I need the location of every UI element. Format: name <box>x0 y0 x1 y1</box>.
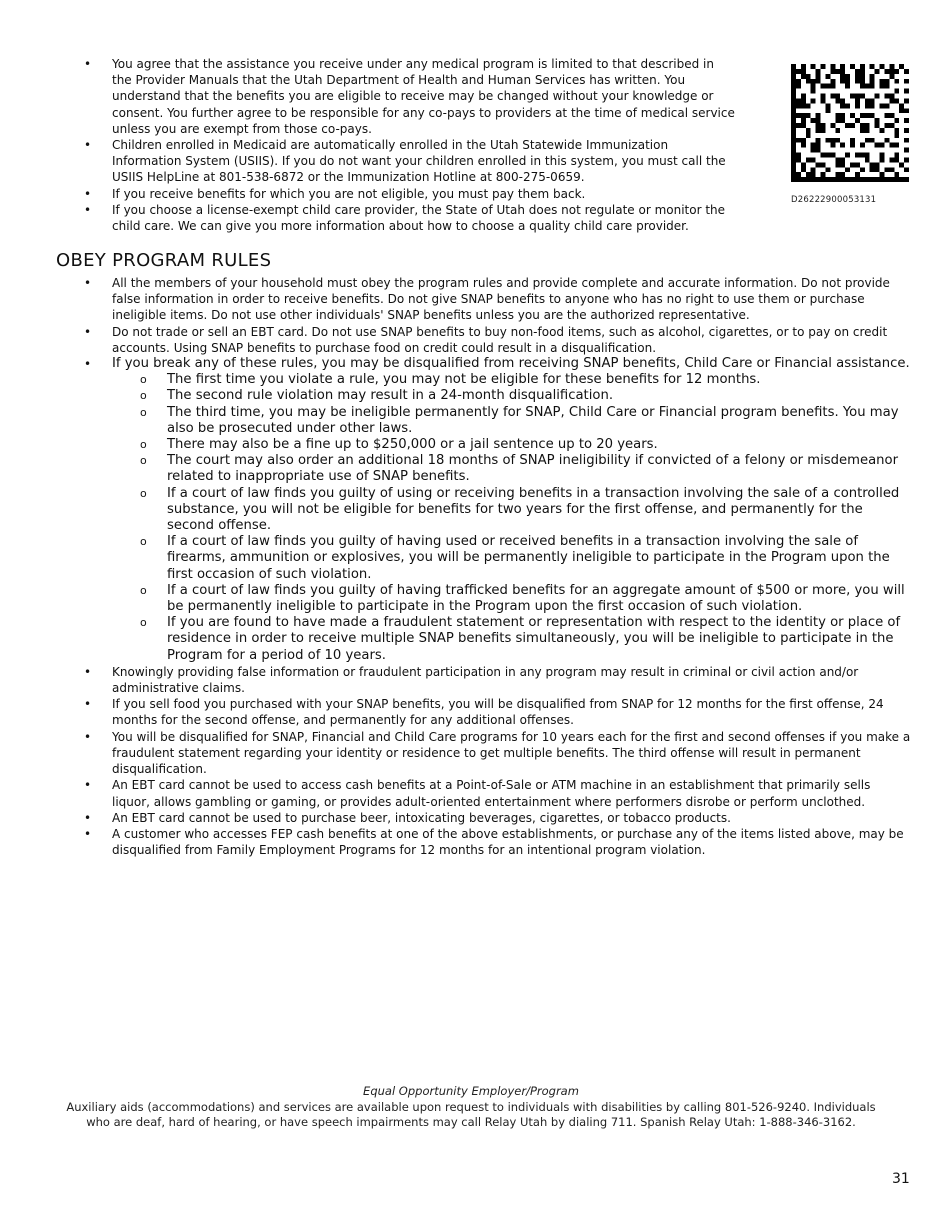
list-item: • If you choose a license-exempt child care provider, the State of Utah does not regulate or monitor the child care. We can give you more information about how to choose a quality child care provider. <box>56 202 736 234</box>
sub-list-item: o If a court of law finds you guilty of having trafficked benefits for an aggregate amount of $500 or more, you will be permanently ineligible to participate in the Program upon the first occasion of such violation. <box>56 583 911 615</box>
list-item: • Children enrolled in Medicaid are automatically enrolled in the Utah Statewide Immunization Information System (USIIS). If you do not want your children enrolled in this system, you must call the USIIS HelpLine at 801-538-6872 or the Immunization Hotline at 800-275-0659. <box>56 137 736 186</box>
list-item: • You will be disqualified for SNAP, Financial and Child Care programs for 10 years each for the first and second offenses if you make a fraudulent statement regarding your identity or residence to get multiple benefits. The third offense will result in permanent disqualification. <box>56 729 911 778</box>
sub-list-item: o There may also be a fine up to $250,000 or a jail sentence up to 20 years. <box>56 437 911 453</box>
list-item: • You agree that the assistance you receive under any medical program is limited to that described in the Provider Manuals that the Utah Department of Health and Human Services has written. You understand that the benefits you are eligible to receive may be changed without your knowledge or consent. You further agree to be responsible for any co-pays to providers at the time of medical service unless you are exempt from those co-pays. <box>56 56 736 137</box>
top-bullet-list <box>56 56 736 234</box>
list-item: • An EBT card cannot be used to access cash benefits at a Point-of-Sale or ATM machine in an establishment that primarily sells liquor, allows gambling or gaming, or provides adult-oriented entertainment where performers disrobe or perform unclothed. <box>56 777 911 809</box>
page-number: 31 <box>892 1171 910 1187</box>
datamatrix-barcode <box>791 64 909 182</box>
disqualify-intro: If you break any of these rules, you may be disqualified from receiving SNAP benefits, Child Care or Financial assistance. <box>112 356 910 372</box>
sub-list-item: o If a court of law finds you guilty of using or receiving benefits in a transaction involving the sale of a controlled substance, you will not be eligible for benefits for two years for the first offense, and permanently for the second offense. <box>56 486 911 535</box>
sub-list-item: o The third time, you may be ineligible permanently for SNAP, Child Care or Financial program benefits. You may also be prosecuted under other laws. <box>56 405 911 437</box>
sub-list-item: o The first time you violate a rule, you may not be eligible for these benefits for 12 months. <box>56 372 911 388</box>
list-item: • Do not trade or sell an EBT card. Do not use SNAP benefits to buy non-food items, such as alcohol, cigarettes, or to pay on credit accounts. Using SNAP benefits to purchase food on credit could result in a disqualification. <box>56 324 911 356</box>
disqualify-sub-list <box>56 372 911 664</box>
sub-list-item: o If a court of law finds you guilty of having used or received benefits in a transaction involving the sale of firearms, ammunition or explosives, you will be permanently ineligible to participate in the Program upon the first occasion of such violation. <box>56 534 911 583</box>
list-item <box>56 356 911 664</box>
list-item: • An EBT card cannot be used to purchase beer, intoxicating beverages, cigarettes, or tobacco products. <box>56 810 911 826</box>
footer <box>56 1084 886 1130</box>
list-item: • Knowingly providing false information or fraudulent participation in any program may result in criminal or civil action and/or administrative claims. <box>56 664 911 696</box>
list-item: • If you sell food you purchased with your SNAP benefits, you will be disqualified from SNAP for 12 months for the first offense, 24 months for the second offense, and permanently for any additional offenses. <box>56 696 911 728</box>
equal-opportunity-line: Equal Opportunity Employer/Program <box>363 1084 579 1098</box>
barcode-id: D26222900053131 <box>791 195 877 205</box>
accessibility-notice: Auxiliary aids (accommodations) and services are available upon request to individuals with disabilities by calling 801-526-9240. Individuals who are deaf, hard of hearing, or have speech impairments may call Relay Utah by dialing 711. Spanish Relay Utah: 1-888-346-3162. <box>66 1100 876 1129</box>
sub-list-item: o The court may also order an additional 18 months of SNAP ineligibility if convicted of a felony or misdemeanor related to inappropriate use of SNAP benefits. <box>56 453 911 485</box>
list-item: • A customer who accesses FEP cash benefits at one of the above establishments, or purchase any of the items listed above, may be disqualified from Family Employment Programs for 12 months for an intentional program violation. <box>56 826 911 858</box>
list-item: • If you receive benefits for which you are not eligible, you must pay them back. <box>56 186 736 202</box>
rules-bullet-list <box>56 275 911 858</box>
section-title: OBEY PROGRAM RULES <box>56 250 272 271</box>
sub-list-item: o If you are found to have made a fraudulent statement or representation with respect to the identity or place of residence in order to receive multiple SNAP benefits simultaneously, you will be ineligible to participate in the Program for a period of 10 years. <box>56 615 911 664</box>
sub-list-item: o The second rule violation may result in a 24-month disqualification. <box>56 388 911 404</box>
list-item: • All the members of your household must obey the program rules and provide complete and accurate information. Do not provide false information in order to receive benefits. Do not give SNAP benefits to anyone who has no right to use them or purchase ineligible items. Do not use other individuals' SNAP benefits unless you are the authorized representative. <box>56 275 911 324</box>
